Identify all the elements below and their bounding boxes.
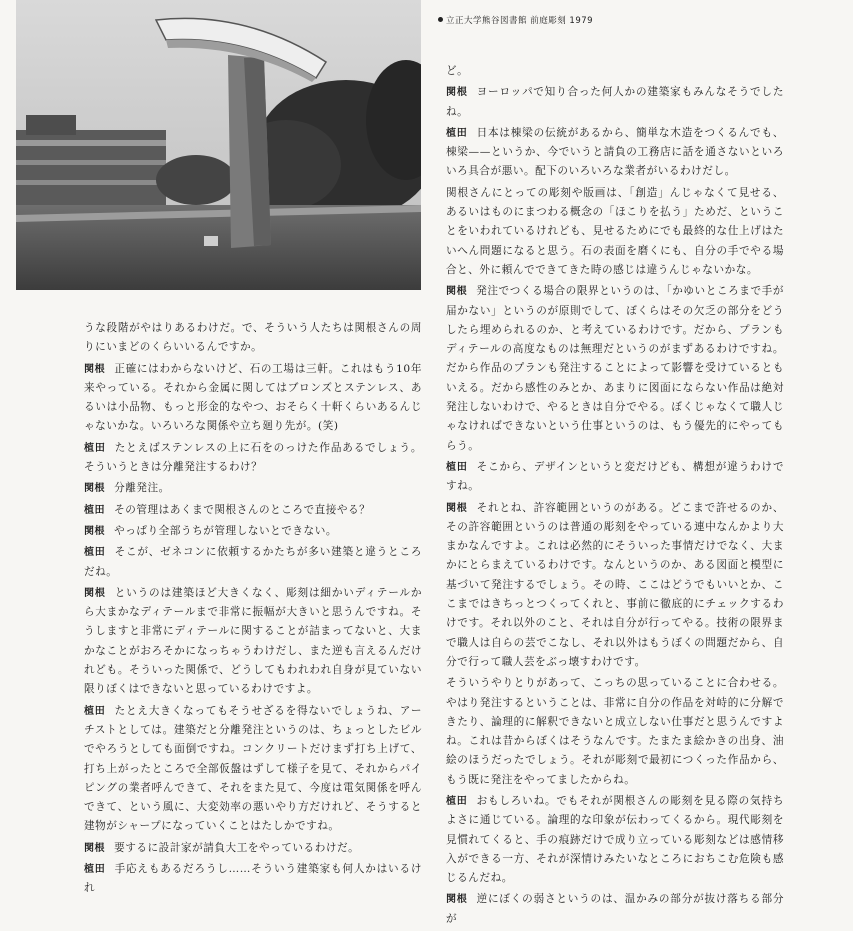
photo-caption: [438, 14, 593, 26]
paragraph-text: その管理はあくまで関根さんのところで直接やる？: [114, 503, 371, 516]
paragraph: [84, 501, 422, 520]
paragraph: [446, 458, 784, 497]
paragraph: [84, 584, 422, 700]
paragraph-text: そこが、ゼネコンに依頼するかたちが多い建築と違うところだね。: [84, 546, 422, 578]
speaker-label: 関根: [84, 363, 106, 375]
paragraph-text: そこから、デザインというと変だけども、構想が違うわけですね。: [446, 460, 784, 493]
speaker-label: 関根: [84, 483, 106, 495]
speaker-label: 関根: [446, 502, 468, 514]
paragraph-text: 関根さんにとっての彫刻や版画は、「創造」んじゃなくて見せる、あるいはものにまつわる概念の「ほこりを払う」ためだ、ということをいわれているけれども、見せるためにでも最終的な仕上げはたいへん問題になると思う。石の表面を磨くにも、自分の手でやる場合と、外に頼んでできてきた時の感じは違うんじゃないかな。: [446, 186, 784, 276]
speaker-label: 関根: [84, 587, 106, 599]
paragraph: [84, 479, 422, 498]
paragraph: [84, 360, 422, 437]
speaker-label: 関根: [446, 87, 468, 99]
right-text-column: [446, 62, 784, 931]
speaker-label: 植田: [446, 795, 468, 807]
paragraph-text: やっぱり全部うちが管理しないとできない。: [114, 524, 337, 537]
speaker-label: 関根: [446, 286, 468, 298]
sculpture-photo: [16, 0, 421, 290]
paragraph-text: 正確にはわからないけど、石の工場は三軒。これはもう10年来やっている。それから金属に関してはブロンズとステンレス、あるいは小品物、もっと形金的なやつ、おそらく十軒くらいあるんじゃないかな。いろいろな関係や立ち廻り先が。(笑): [84, 362, 422, 433]
paragraph: [446, 184, 784, 280]
paragraph: [446, 83, 784, 122]
speaker-label: 植田: [84, 504, 106, 516]
paragraph-text: そういうやりとりがあって、こっちの思っていることに合わせる。やはり発注するということは、非常に自分の作品を対峙的に分解できたり、論理的に解釈できないと成立しない仕事だと思うんですよね。これは昔からぼくはそうなんです。たまたま絵かきの出身、油絵のほうだったでしょう。それが彫刻で最初につくった作品から、もう既に発注をやってましたからね。: [446, 677, 784, 786]
speaker-label: 関根: [446, 894, 468, 906]
paragraph-text: それとね、許容範囲というのがある。どこまで許せるのか、その許容範囲というのは普通の彫刻をやっている連中なんかより大まかなんですよ。これは必然的にそういった事情だけでなく、大まかにとらまえているわけです。なんというのか、ある図面と模型に基づいて発注するでしょう。その時、ここはどうでもいいとか、ここまではきちっとつくってくれと、事前に徹底的にチェックするわけです。それ以外のこと、それは自分が行ってやる。技術の限界まで職人は自らの芸でこなし、それ以外はもうぼくの問題だから、自分で行って職人芸をぶっ壊すわけです。: [446, 501, 784, 668]
paragraph-text: うな段階がやはりあるわけだ。で、そういう人たちは関根さんの周りにいまどのくらいいるんですか。: [84, 322, 422, 354]
paragraph: [446, 124, 784, 182]
paragraph: [84, 860, 422, 899]
speaker-label: 植田: [446, 127, 468, 139]
sculpture-photo-image: [16, 0, 421, 290]
paragraph-text: 手応えもあるだろうし……そういう建築家も何人かはいるけれ: [84, 863, 422, 895]
speaker-label: 植田: [84, 864, 106, 876]
paragraph: [84, 543, 422, 582]
speaker-label: 関根: [84, 525, 106, 537]
paragraph-text: 逆にぼくの弱さというのは、温かみの部分が抜け落ちる部分が: [446, 893, 784, 925]
speaker-label: 植田: [84, 442, 106, 454]
paragraph-text: 日本は棟梁の伝統があるから、簡単な木造をつくるんでも、棟梁——というか、今でいうと請負の工務店に話を通さないといろいろ具合が悪い。配下のいろいろな業者がいるわけだし。: [446, 126, 784, 178]
paragraph-text: 発注でつくる場合の限界というのは、「かゆいところまで手が届かない」というのが原則でして、ぼくらはその欠乏の部分をどうしたら埋められるのか、と考えているわけです。だから、プランもディテールの高度なものは無理だというのがまずあるわけですね。だから作品のプランも発注することによって影響を受けているともいえる。だから感性のみとか、あまりに図面にならない作品は絶対発注しないわけで、やるときは自分でやる。ぼくじゃなくて職人じゃなければできないという仕事というのは、もう優先的にやってもらう。: [446, 285, 784, 452]
speaker-label: 植田: [84, 547, 106, 559]
paragraph-text: ヨーロッパで知り合った何人かの建築家もみんなそうでしたね。: [446, 86, 784, 118]
caption-text: 立正大学熊谷図書館 前庭彫刻 1979: [446, 16, 594, 26]
paragraph-text: おもしろいね。でもそれが関根さんの彫刻を見る際の気持ちよさに通じている。論理的な印象が伝わってくるから。現代彫刻を見慣れてくると、手の痕跡だけで成り立っている彫刻などは感情移入ができる一方、それが深情けみたいなところにおちこむ危険も感じるんだね。: [446, 794, 784, 885]
left-text-column: [84, 319, 422, 901]
paragraph: [446, 62, 784, 81]
paragraph: [446, 674, 784, 790]
paragraph-text: というのは建築ほど大きくなく、彫刻は細かいディテールから大まかなディテールまで非常に振幅が大きいと思うんですね。そうしますと非常にディテールに関することが詰まってないと、大まかなことがおろそかになっちゃうわけだし、また逆も言えるんだけれども。そういった関係で、どうしてもわれわれ自身が見ていない限りぼくはできないと思っているわけですよ。: [84, 586, 422, 696]
paragraph: [84, 702, 422, 837]
paragraph: [446, 792, 784, 888]
speaker-label: 植田: [84, 705, 106, 717]
paragraph-text: ど。: [446, 65, 469, 77]
paragraph: [446, 890, 784, 929]
paragraph: [84, 522, 422, 541]
speaker-label: 関根: [84, 842, 106, 854]
paragraph-text: 要するに設計家が請負大工をやっているわけだ。: [114, 841, 360, 854]
speaker-label: 植田: [446, 461, 468, 473]
paragraph-text: たとえ大きくなってもそうせざるを得ないでしょうね、アーチストとしては。建築だと分離発注というのは、ちょっとしたビルでやろうとしても面倒ですね。コンクリートだけまず打ち上げて、打ち上がったところで全部仮盤はずして様子を見て、それからパイピングの業者呼んできて、それをまた見て、今度は電気関係を呼んできて、という風に、大変効率の悪いやり方だけれど、そうすると建物がシャープになっていくことはたしかですね。: [84, 704, 422, 833]
paragraph: [446, 282, 784, 456]
paragraph: [84, 839, 422, 858]
bullet-icon: [438, 17, 443, 22]
paragraph-text: 分離発注。: [114, 482, 170, 495]
paragraph: [84, 319, 422, 358]
paragraph-text: たとえばステンレスの上に石をのっけた作品あるでしょう。そういうときは分離発注するわけ？: [84, 441, 422, 474]
paragraph: [446, 499, 784, 673]
paragraph: [84, 439, 422, 478]
